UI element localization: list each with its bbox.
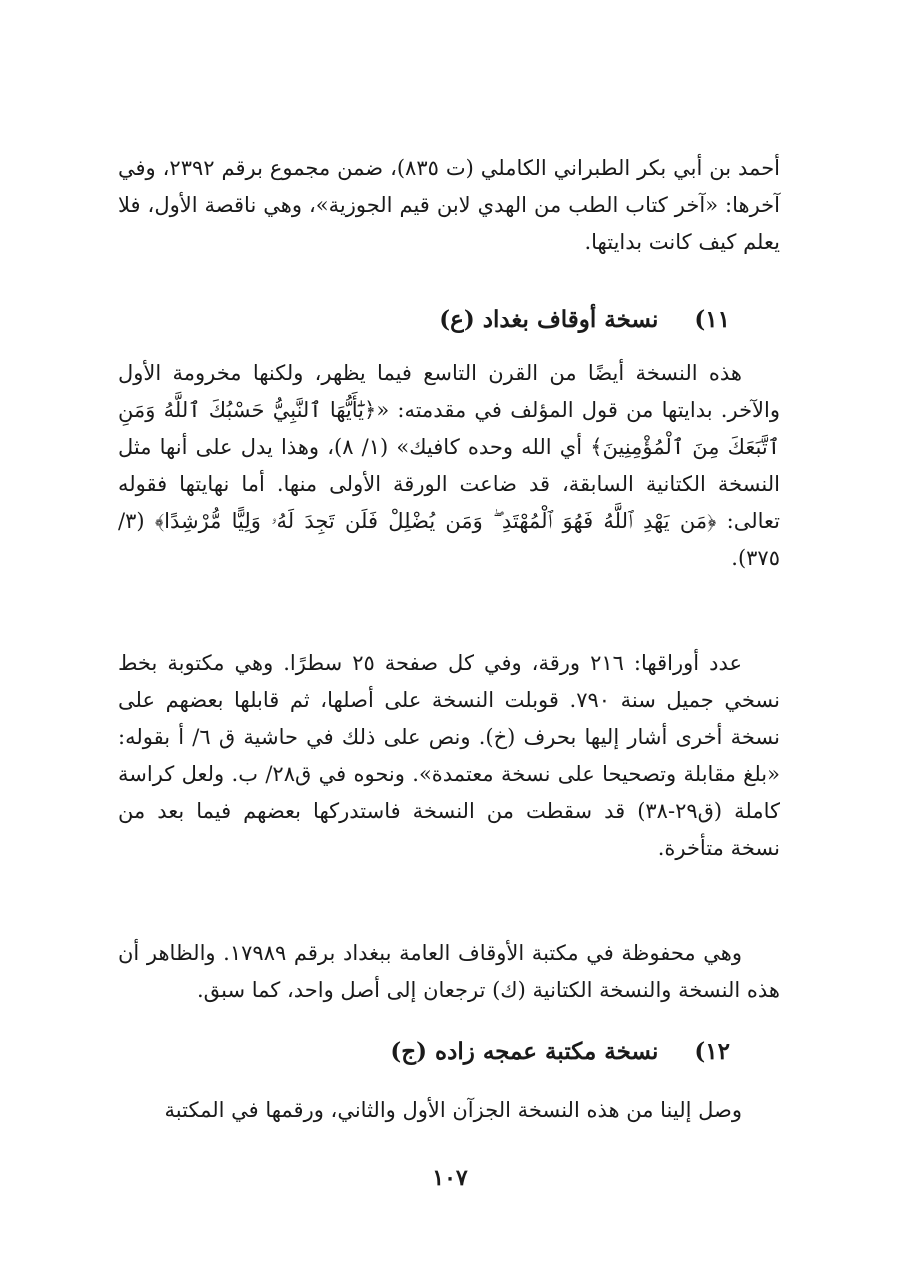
- quran-verse: ﴿يَٰٓأَيُّهَا ٱلنَّبِيُّ حَسْبُكَ ٱللَّهُ وَمَنِ ٱتَّبَعَكَ مِنَ ٱلْمُؤْمِنِينَ﴾: [118, 398, 780, 459]
- text-run: (٣/ ٣٧٥).: [118, 509, 780, 570]
- section-title: نسخة مكتبة عمجه زاده (ج): [390, 1038, 659, 1065]
- paragraph-baghdad-copy-intro: [118, 355, 780, 577]
- paragraph-text: أحمد بن أبي بكر الطبراني الكاملي (ت ٨٣٥)، ضمن مجموع برقم ٢٣٩٢، وفي آخرها: «آخر كتاب الطب من الهدي لابن قيم الجوزية»، وهي ناقصة الأول، فلا يعلم كيف كانت بدايتها.: [118, 156, 781, 254]
- paragraph-text: وهي محفوظة في مكتبة الأوقاف العامة ببغداد برقم ١٧٩٨٩. والظاهر أن هذه النسخة والنسخة الكتانية (ك) ترجعان إلى أصل واحد، كما سبق.: [118, 941, 780, 1002]
- section-heading-12: [390, 1032, 730, 1072]
- section-title: نسخة أوقاف بغداد (ع): [439, 306, 659, 333]
- page-number: ١٠٧: [432, 1165, 468, 1191]
- paragraph-manuscript-description: [118, 150, 780, 261]
- text-run: هذه النسخة أيضًا من القرن التاسع فيما يظهر، ولكنها مخرومة الأول والآخر. بدايتها من قول المؤلف في مقدمته: «: [118, 361, 781, 422]
- paragraph-folio-count: [118, 645, 780, 867]
- paragraph-library-location: [118, 935, 780, 1009]
- paragraph-text: وصل إلينا من هذه النسخة الجزآن الأول والثاني، ورقمها في المكتبة: [164, 1098, 742, 1122]
- quran-verse: ﴿مَن يَهْدِ ٱللَّهُ فَهُوَ ٱلْمُهْتَدِ ۖ وَمَن يُضْلِلْ فَلَن تَجِدَ لَهُۥ وَلِيًّا مُّرْشِدًا﴾: [154, 509, 717, 533]
- section-heading-11: [439, 300, 730, 340]
- section-number: ١١): [694, 306, 730, 333]
- text-run: أي الله وحده كافيك» (١/ ٨)، وهذا يدل على أنها مثل النسخة الكتانية السابقة، قد ضاعت الورقة الأولى منها. أما نهايتها فقوله تعالى:: [118, 435, 780, 533]
- paragraph-amcazade-copy: [118, 1092, 780, 1129]
- section-number: ١٢): [694, 1038, 730, 1065]
- paragraph-text: عدد أوراقها: ٢١٦ ورقة، وفي كل صفحة ٢٥ سطرًا. وهي مكتوبة بخط نسخي جميل سنة ٧٩٠. قوبلت النسخة على أصلها، ثم قابلها بعضهم على نسخة أخرى أشار إليها بحرف (خ). ونص على ذلك في حاشية ق ٦/ أ بقوله: «بلغ مقابلة وتصحيحا على نسخة معتمدة». ونحوه في ق٢٨/ ب. ولعل كراسة كاملة (ق٢٩-٣٨) قد سقطت من النسخة فاستدركها بعضهم فيما بعد من نسخة متأخرة.: [118, 651, 781, 860]
- paragraph-text: [118, 355, 780, 577]
